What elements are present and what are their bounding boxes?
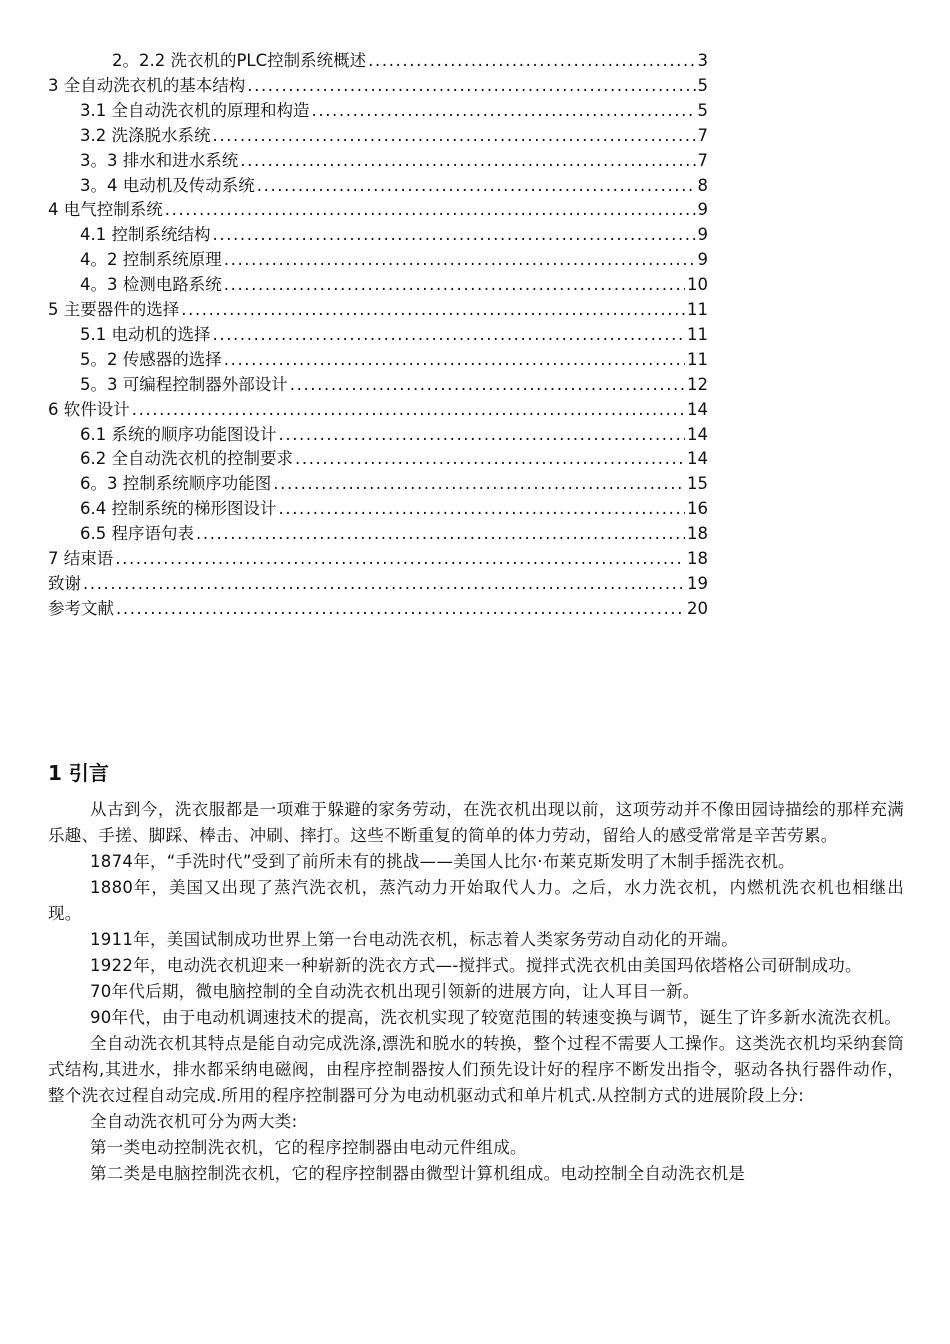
toc-leader-dots (290, 373, 685, 397)
toc-entry[interactable] (80, 447, 708, 471)
toc-page-number: 7 (697, 150, 708, 170)
toc-leader-dots (213, 323, 686, 347)
toc-leader-dots (224, 348, 685, 372)
toc-page-number: 8 (697, 175, 708, 195)
toc-entry-title: 6。3 控制系统顺序功能图 (80, 474, 272, 494)
toc-entry-title: 4。3 检测电路系统 (80, 275, 222, 295)
toc-page-number: 18 (687, 549, 708, 568)
toc-leader-dots (240, 149, 695, 173)
toc-leader-dots (312, 99, 696, 123)
toc-leader-dots (213, 124, 696, 148)
toc-leader-dots (83, 572, 685, 596)
toc-entry-title: 4 电气控制系统 (48, 200, 163, 220)
toc-page-number: 14 (687, 424, 708, 444)
toc-leader-dots (279, 497, 686, 521)
toc-entry-title: 3 全自动洗衣机的基本结构 (48, 75, 246, 95)
toc-page-number: 18 (687, 524, 708, 544)
toc-entry[interactable] (80, 497, 708, 521)
toc-leader-dots (116, 597, 685, 621)
toc-leader-dots (368, 49, 695, 73)
section-heading: 1 引言 (48, 761, 109, 785)
toc-entry-title: 参考文献 (48, 598, 114, 618)
toc-entry[interactable] (80, 423, 708, 447)
toc-entry[interactable] (80, 149, 708, 173)
toc-entry[interactable] (48, 572, 708, 596)
toc-entry-title: 6.5 程序语句表 (80, 524, 194, 544)
toc-entry[interactable] (80, 323, 708, 347)
toc-leader-dots (181, 298, 685, 322)
paragraph: 第一类电动控制洗衣机，它的程序控制器由电动元件组成。 (90, 1138, 527, 1157)
paragraph: 从古到今，洗衣服都是一项难于躲避的家务劳动，在洗衣机出现以前，这项劳动并不像田园诗描绘的那样充满乐趣、手搓、脚踩、棒击、冲刷、摔打。这些不断重复的简单的体力劳动，留给人的感受常常是辛苦劳累。 (48, 800, 904, 845)
toc-leader-dots (295, 447, 685, 471)
toc-leader-dots (279, 423, 686, 447)
toc-leader-dots (247, 74, 695, 98)
toc-entry-title: 4.1 控制系统结构 (80, 225, 211, 245)
toc-entry[interactable] (48, 198, 708, 222)
toc-entry[interactable] (80, 174, 708, 198)
toc-leader-dots (132, 398, 685, 422)
toc-leader-dots (257, 174, 696, 198)
toc-page-number: 15 (687, 474, 708, 494)
toc-page-number: 12 (687, 374, 708, 394)
toc-leader-dots (273, 472, 685, 496)
toc-entry[interactable] (80, 522, 708, 546)
toc-page-number: 20 (687, 598, 708, 618)
toc-entry[interactable] (48, 74, 708, 98)
toc-page-number: 5 (697, 100, 708, 120)
toc-leader-dots (213, 223, 696, 247)
toc-entry[interactable] (80, 348, 708, 372)
toc-entry-title: 3.2 洗涤脱水系统 (80, 125, 211, 145)
toc-page-number: 3 (697, 51, 708, 70)
toc-leader-dots (196, 522, 685, 546)
section-body (48, 797, 904, 1187)
paragraph: 全自动洗衣机可分为两大类: (90, 1112, 298, 1131)
toc-entry-title: 6.1 系统的顺序功能图设计 (80, 424, 277, 444)
toc-page-number: 14 (687, 399, 708, 419)
toc-entry-title: 3.1 全自动洗衣机的原理和构造 (80, 100, 310, 120)
toc-entry-title: 5。3 可编程控制器外部设计 (80, 374, 288, 394)
paragraph: 1911年，美国试制成功世界上第一台电动洗衣机，标志着人类家务劳动自动化的开端。 (90, 930, 738, 949)
toc-entry[interactable] (80, 248, 708, 272)
paragraph: 第二类是电脑控制洗衣机，它的程序控制器由微型计算机组成。电动控制全自动洗衣机是 (90, 1164, 746, 1183)
toc-entry[interactable] (48, 547, 708, 571)
toc-page-number: 11 (687, 324, 708, 344)
toc-entry-title: 3。4 电动机及传动系统 (80, 175, 255, 195)
toc-entry[interactable] (48, 597, 708, 621)
toc-entry-title: 5 主要器件的选择 (48, 300, 180, 319)
toc-page-number: 11 (687, 300, 708, 319)
paragraph: 70年代后期，微电脑控制的全自动洗衣机出现引领新的进展方向，让人耳目一新。 (90, 982, 700, 1001)
toc-entry-title: 4。2 控制系统原理 (80, 250, 222, 270)
paragraph: 1874年，“手洗时代”受到了前所未有的挑战——美国人比尔·布莱克斯发明了木制手摇洗衣机。 (90, 852, 795, 871)
paragraph: 1880年，美国又出现了蒸汽洗衣机，蒸汽动力开始取代人力。之后，水力洗衣机，内燃机洗衣机也相继出现。 (48, 878, 904, 923)
paragraph: 全自动洗衣机其特点是能自动完成洗涤,漂洗和脱水的转换，整个过程不需要人工操作。这类洗衣机均采纳套筒式结构,其进水，排水都采纳电磁阀，由程序控制器按人们预先设计好的程序不断发出指令，驱动各执行器件动作，整个洗衣过程自动完成.所用的程序控制器可分为电动机驱动式和单片机式.从控制方式的进展阶段上分: (48, 1034, 904, 1105)
toc-entry[interactable] (48, 298, 708, 322)
toc-entry-title: 6 软件设计 (48, 399, 130, 419)
toc-page-number: 11 (687, 349, 708, 369)
toc-page-number: 19 (687, 573, 708, 593)
toc-page-number: 9 (697, 225, 708, 245)
toc-entry[interactable] (80, 472, 708, 496)
toc-entry-title: 2。2.2 洗衣机的PLC控制系统概述 (112, 51, 367, 70)
toc-page-number: 10 (687, 275, 708, 295)
toc-entry[interactable] (48, 398, 708, 422)
toc-leader-dots (224, 248, 696, 272)
toc-entry[interactable] (80, 124, 708, 148)
toc-entry-title: 致谢 (48, 573, 81, 593)
toc-page-number: 14 (687, 449, 708, 469)
toc-entry-title: 5。2 传感器的选择 (80, 349, 222, 369)
toc-entry[interactable] (112, 49, 708, 73)
toc-page-number: 9 (697, 200, 708, 220)
toc-page-number: 5 (697, 75, 708, 95)
toc-entry-title: 3。3 排水和进水系统 (80, 150, 239, 170)
toc-entry-title: 5.1 电动机的选择 (80, 324, 211, 344)
toc-leader-dots (165, 198, 696, 222)
paragraph: 1922年，电动洗衣机迎来一种崭新的洗衣方式—-搅拌式。搅拌式洗衣机由美国玛依塔格公司研制成功。 (90, 956, 862, 975)
toc-page-number: 7 (697, 125, 708, 145)
toc-entry-title: 6.2 全自动洗衣机的控制要求 (80, 449, 293, 469)
toc-leader-dots (115, 547, 685, 571)
paragraph: 90年代，由于电动机调速技术的提高，洗衣机实现了较宽范围的转速变换与调节，诞生了许多新水流洗衣机。 (90, 1008, 902, 1027)
toc-entry-title: 7 结束语 (48, 549, 114, 568)
toc-page-number: 16 (687, 499, 708, 519)
toc-entry[interactable] (80, 223, 708, 247)
toc-entry[interactable] (80, 273, 708, 297)
toc-entry[interactable] (80, 99, 708, 123)
toc-page-number: 9 (697, 250, 708, 270)
toc-entry-title: 6.4 控制系统的梯形图设计 (80, 499, 277, 519)
toc-entry[interactable] (80, 373, 708, 397)
toc-leader-dots (224, 273, 685, 297)
